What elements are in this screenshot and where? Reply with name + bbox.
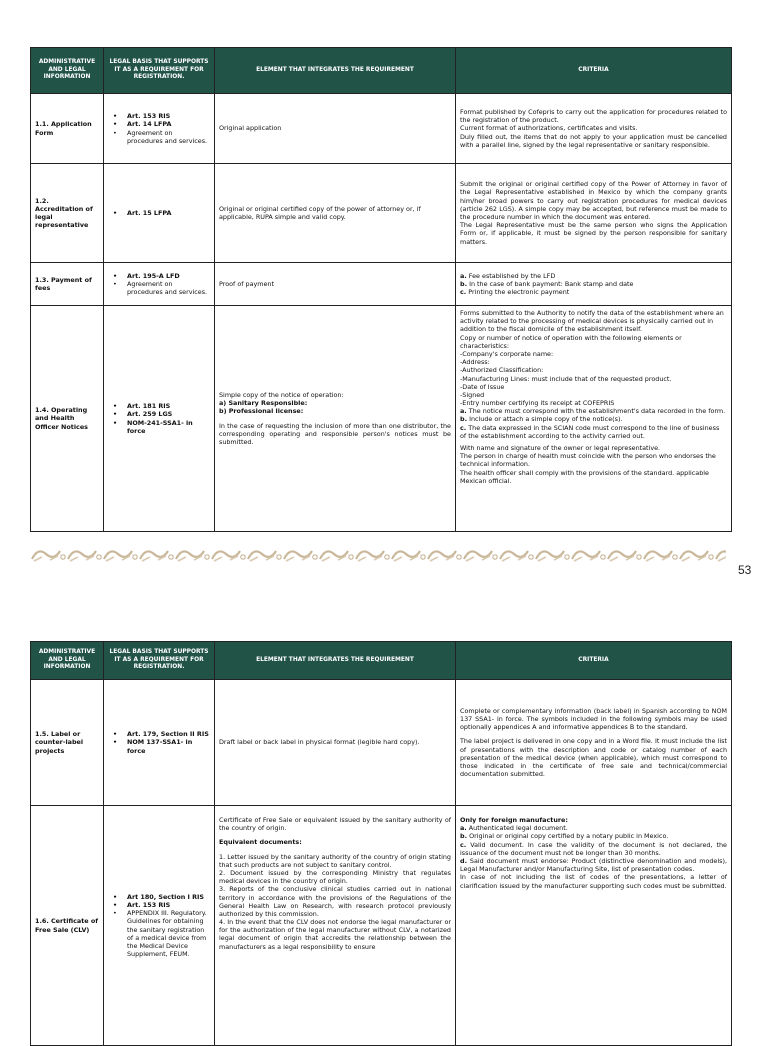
item-marker: b. xyxy=(460,832,468,841)
legal-item: • APPENDIX III. Regulatory. Guidelines for obtaining the sanitary registration of a medical device from the Medical Device Supplement, FEUM. xyxy=(117,909,210,958)
legal-item: • Art. 153 RIS xyxy=(117,901,210,909)
element-line: Certificate of Free Sale or equivalent issued by the sanitary authority of the country of origin. xyxy=(219,816,451,833)
criteria-line: The health officer shall comply with the provisions of the standard. applicable Mexican official. xyxy=(460,468,709,485)
criteria-line: -Company's corporate name: xyxy=(460,349,554,358)
element-line: 4. In the event that the CLV does not endorse the legal manufacturer or for the authorization of the legal manufacturer without CLV, a notarized legal document of origin that accredits the relationship between the manufacturers as a legal responsibility to ensure xyxy=(219,918,451,951)
legal-item: • Art. 259 LGS xyxy=(117,410,210,418)
item-marker: c. xyxy=(460,423,467,432)
element-line: 1. Letter issued by the sanitary authority of the country of origin stating that such products are not subject to sanitary control. xyxy=(219,852,451,869)
legal-item: • NOM-241-SSA1- in force xyxy=(117,419,210,435)
criteria-line: -Manufacturing Lines: must include that of the requested product. xyxy=(460,374,672,383)
criteria-item xyxy=(460,415,727,423)
item-text: Fee established by the LFD xyxy=(468,271,556,280)
item-marker: b. xyxy=(460,279,468,288)
criteria-item xyxy=(460,407,727,415)
criteria-line: Forms submitted to the Authority to notify the data of the establishment where an activity related to the processing of medical devices is physically carried out in addition to the fiscal domicile of the establishment itself. xyxy=(460,309,724,334)
criteria-line: -Authorized Classification: xyxy=(460,366,544,375)
table-row xyxy=(31,306,732,532)
item-text: Authenticated legal document. xyxy=(468,824,568,833)
row-legal xyxy=(104,306,215,532)
header-element: ELEMENT THAT INTEGRATES THE REQUIREMENT xyxy=(215,48,456,94)
row-criteria xyxy=(456,806,732,1046)
criteria-line: The label project is delivered in one copy and in a Word file. It must include the list of presentations with the description and code or catalog number of each presentation of the medical device (when applicable), which must correspond to those indicated in the certificate of free sale and technical/commercial documentation submitted. xyxy=(460,737,727,779)
row-legal xyxy=(104,164,215,263)
row-admin: 1.6. Certificate of Free Sale (CLV) xyxy=(31,806,104,1046)
row-criteria xyxy=(456,306,732,532)
criteria-item xyxy=(460,832,727,840)
criteria-line: With name and signature of the owner or legal representative. xyxy=(460,444,661,452)
element-line: Equivalent documents: xyxy=(219,838,302,847)
table-header-row xyxy=(31,48,732,94)
table-header-row xyxy=(31,642,732,680)
row-criteria xyxy=(456,164,732,263)
header-legal: LEGAL BASIS THAT SUPPORTS IT AS A REQUIREMENT FOR REGISTRATION. xyxy=(104,48,215,94)
legal-item: • Art. 179, Section II RIS xyxy=(117,730,210,738)
item-text: The data expressed in the SCIAN code must correspond to the line of business of the establishment according to the activity carried out. xyxy=(460,423,720,440)
row-admin: 1.3. Payment of fees xyxy=(31,263,104,306)
legal-item: • Art. 153 RIS xyxy=(117,112,210,120)
row-legal xyxy=(104,263,215,306)
table-row xyxy=(31,263,732,306)
criteria-line: Current format of authorizations, certificates and visits. xyxy=(460,124,638,133)
row-legal xyxy=(104,806,215,1046)
page-number: 53 xyxy=(738,563,752,577)
criteria-line: Duly filled out, the items that do not apply to your application must be cancelled with a parallel line, signed by the legal representative or sanitary responsible. xyxy=(460,132,727,149)
item-marker: a. xyxy=(460,824,467,833)
item-text: In the case of bank payment: Bank stamp and date xyxy=(469,279,634,288)
table-row xyxy=(31,806,732,1046)
criteria-item xyxy=(460,857,727,873)
row-admin: 1.2. Accreditation of legal representative xyxy=(31,164,104,263)
criteria-line: Submit the original or original certified copy of the Power of Attorney in favor of the Legal Representative established in Mexico by which the company grants him/her broad powers to carry out registration procedures for medical devices (article 262 LGS). A simple copy may be accepted, but reference must be made to the procedure number in which the document was entered. xyxy=(460,180,727,221)
criteria-line: -Entry number certifying its receipt at COFEPRIS xyxy=(460,399,615,408)
header-admin: ADMINISTRATIVE AND LEGAL INFORMATION xyxy=(31,642,104,680)
row-element: Proof of payment xyxy=(215,263,456,306)
row-element xyxy=(215,306,456,532)
legal-item: • Agreement on procedures and services. xyxy=(117,129,210,145)
element-line: b) Professional license: xyxy=(219,407,304,416)
row-criteria xyxy=(456,263,732,306)
item-marker: c. xyxy=(460,288,467,297)
criteria-line: Format published by Cofepris to carry out the application for procedures related to the registration of the product. xyxy=(460,108,727,125)
header-element: ELEMENT THAT INTEGRATES THE REQUIREMENT xyxy=(215,642,456,680)
row-legal xyxy=(104,680,215,806)
item-text: Include or attach a simple copy of the notice(s). xyxy=(469,415,623,424)
row-element: Original application xyxy=(215,94,456,164)
criteria-line: Copy or number of notice of operation with the following elements or characteristics: xyxy=(460,333,682,350)
criteria-heading: Only for foreign manufacture: xyxy=(460,816,568,824)
legal-item: • Agreement on procedures and services. xyxy=(117,280,210,296)
criteria-item xyxy=(460,841,727,857)
criteria-line: The person in charge of health must coincide with the person who endorses the technical information. xyxy=(460,452,716,469)
row-element: Draft label or back label in physical format (legible hard copy). xyxy=(215,680,456,806)
item-marker: c. xyxy=(460,840,467,849)
legal-item: • Art. 195-A LFD xyxy=(117,272,210,280)
row-legal xyxy=(104,94,215,164)
criteria-item xyxy=(460,824,727,832)
legal-item: • Art. 15 LFPA xyxy=(117,209,210,217)
legal-item: • Art. 14 LFPA xyxy=(117,120,210,128)
item-marker: b. xyxy=(460,415,468,424)
criteria-item xyxy=(460,288,727,296)
item-marker: d. xyxy=(460,856,468,865)
item-marker: a. xyxy=(460,407,467,416)
item-text: Original or original copy certified by a notary public in Mexico. xyxy=(469,832,669,841)
decorative-pattern-band xyxy=(30,545,726,563)
header-legal: LEGAL BASIS THAT SUPPORTS IT AS A REQUIREMENT FOR REGISTRATION. xyxy=(104,642,215,680)
criteria-line: In case of not including the list of codes of the presentations, a letter of clarification issued by the manufacturer supporting such codes must be submitted. xyxy=(460,873,727,890)
header-criteria: CRITERIA xyxy=(456,642,732,680)
item-text: Said document must endorse: Product (distinctive denomination and models), Legal Manufacturer and/or Manufacturing Site, list of presentation codes. xyxy=(460,856,727,874)
table-row xyxy=(31,94,732,164)
row-admin: 1.5. Label or counter-label projects xyxy=(31,680,104,806)
item-text: The notice must correspond with the establishment's data recorded in the form. xyxy=(468,407,726,416)
criteria-line: Complete or complementary information (back label) in Spanish according to NOM 137 SSA1- in force. The symbols included in the following symbols may be used optionally appendices A and informative appendices B to the standard. xyxy=(460,706,727,732)
requirements-table-page-54 xyxy=(30,641,732,1046)
header-admin: ADMINISTRATIVE AND LEGAL INFORMATION xyxy=(31,48,104,94)
criteria-line: The Legal Representative must be the same person who signs the Application Form or, if applicable, it must be signed by the person responsible for sanitary matters. xyxy=(460,221,727,246)
row-admin: 1.1. Application Form xyxy=(31,94,104,164)
row-admin: 1.4. Operating and Health Officer Notices xyxy=(31,306,104,532)
item-text: Valid document. In case the validity of the document is not declared, the issuance of the document must not be longer than 30 months. xyxy=(460,840,727,857)
item-marker: a. xyxy=(460,271,467,280)
criteria-line: -Date of Issue xyxy=(460,382,505,391)
row-element xyxy=(215,806,456,1046)
row-criteria xyxy=(456,680,732,806)
legal-item: • Art. 181 RIS xyxy=(117,402,210,410)
element-line: 2. Document issued by the corresponding Ministry that regulates medical devices in the country of origin. xyxy=(219,868,451,886)
element-line: Simple copy of the notice of operation: xyxy=(219,390,344,399)
element-line: 3. Reports of the conclusive clinical studies carried out in national territory in accordance with the provisions of the Regulations of the General Health Law on Research, with research protocol previously authorized by this commission. xyxy=(219,885,451,918)
row-element: Original or original certified copy of the power of attorney or, if applicable, RUPA simple and valid copy. xyxy=(215,164,456,263)
requirements-table-page-53 xyxy=(30,47,732,532)
legal-item: • NOM 137-SSA1- in force xyxy=(117,738,210,754)
criteria-line: -Address: xyxy=(460,358,490,367)
item-text: Printing the electronic payment xyxy=(468,288,570,297)
table-row xyxy=(31,680,732,806)
criteria-item xyxy=(460,280,727,288)
element-line: In the case of requesting the inclusion of more than one distributor, the corresponding operating and responsible person's notices must be submitted. xyxy=(219,421,451,446)
criteria-line: -Signed xyxy=(460,390,485,399)
legal-item: • Art 180, Section I RIS xyxy=(117,893,210,901)
criteria-item xyxy=(460,272,727,280)
header-criteria: CRITERIA xyxy=(456,48,732,94)
table-row xyxy=(31,164,732,263)
element-line: a) Sanitary Responsible: xyxy=(219,399,308,408)
criteria-item xyxy=(460,424,727,440)
row-criteria xyxy=(456,94,732,164)
